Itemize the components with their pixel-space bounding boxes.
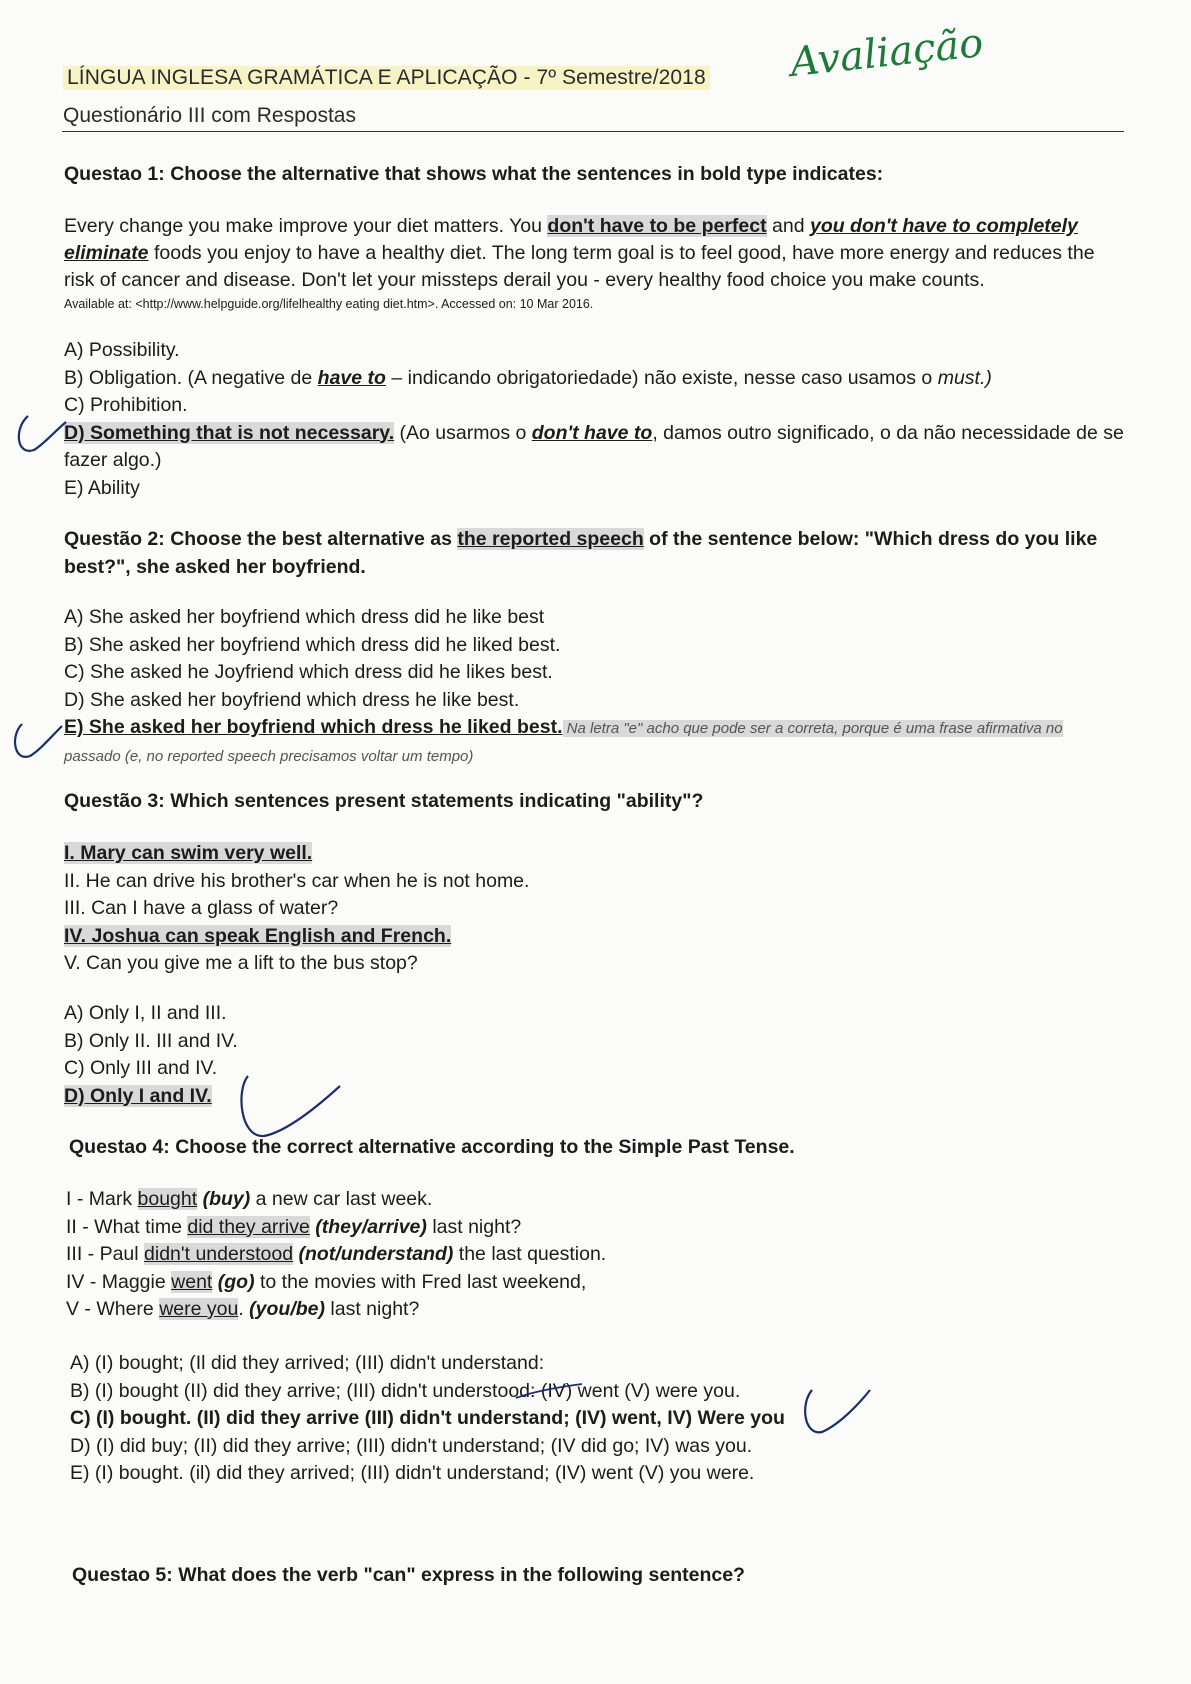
option-c: C) She asked he Joyfriend which dress did he likes best. xyxy=(64,661,553,683)
option-d: D) She asked her boyfriend which dress he like best. xyxy=(64,688,520,711)
option-e: E) Ability xyxy=(64,476,140,499)
option-c: C) Prohibition. xyxy=(64,394,188,416)
passage-bold-2: you don't have to completely eliminate xyxy=(64,215,1078,264)
statement-2: II. He can drive his brother's car when he is not home. xyxy=(64,869,530,892)
option-a: A) Possibility. xyxy=(64,339,180,361)
handwritten-note: Avaliação xyxy=(788,20,986,86)
statement-4: IV. Joshua can speak English and French. xyxy=(64,924,452,947)
passage-text: foods you enjoy to have a healthy diet. The long term goal is to feel good, have more energy and reduces the risk of cancer and disease. Don't let your missteps derail you - every healthy food choice you make counts. xyxy=(64,242,1095,291)
option-a: A) Only I, II and III. xyxy=(64,1002,227,1024)
option-c-answer: C) (I) bought. (II) did they arrive (III) didn't understand; (IV) went, IV) Were you xyxy=(70,1407,785,1429)
statement-1: I. Mary can swim very well. xyxy=(64,842,313,864)
question-1-options xyxy=(64,337,1124,502)
passage-source: Available at: <http://www.helpguide.org/lifelhealthy eating diet.htm>. Accessed on: 10 Mar 2016. xyxy=(64,297,594,311)
sentence-5: V - Where were you. (you/be) last night? xyxy=(66,1298,420,1320)
question-3-title: Questão 3: Which sentences present statements indicating "ability"? xyxy=(64,790,704,812)
sentence-4: IV - Maggie went (go) to the movies with Fred last weekend, xyxy=(66,1270,587,1293)
option-d: D) (I) did buy; (II) did they arrive; (III) didn't understand; (IV did go; IV) was you. xyxy=(70,1434,753,1457)
strikethrough-mark xyxy=(512,1382,592,1402)
checkmark-icon xyxy=(796,1384,876,1444)
answer-note-continued: passado (e, no reported speech precisamos voltar um tempo) xyxy=(64,747,474,765)
question-3-options xyxy=(64,1000,1124,1110)
passage-text: and xyxy=(766,215,810,237)
checkmark-icon xyxy=(6,716,66,766)
option-b: B) Only II. III and IV. xyxy=(64,1029,238,1052)
document-subtitle: Questionário III com Respostas xyxy=(63,104,356,127)
question-2-options xyxy=(64,604,1124,770)
question-4-sentences xyxy=(66,1186,1126,1324)
question-1-passage xyxy=(64,213,1124,294)
question-4-options xyxy=(70,1350,1130,1488)
option-b: B) (I) bought (II) did they arrive; (III) didn't understood: (IV) went (V) were you. xyxy=(70,1379,741,1402)
statement-3: III. Can I have a glass of water? xyxy=(64,897,339,919)
question-5-title: Questao 5: What does the verb "can" express in the following sentence? xyxy=(72,1564,745,1586)
option-b: B) Obligation. (A negative de have to – indicando obrigatoriedade) não existe, nesse caso usamos o must.) xyxy=(64,366,992,389)
passage-text: Every change you make improve your diet matters. You xyxy=(64,215,548,237)
header-divider xyxy=(62,131,1124,132)
question-1-title: Questao 1: Choose the alternative that shows what the sentences in bold type indicates: xyxy=(64,163,884,185)
option-d-answer: D) Something that is not necessary. (Ao usarmos o don't have to, damos outro significado, o da não necessidade de se fazer algo.) xyxy=(64,421,1124,471)
option-a: A) (I) bought; (Il did they arrived; (III) didn't understand: xyxy=(70,1352,545,1374)
sentence-3: III - Paul didn't understood (not/understand) the last question. xyxy=(66,1243,607,1265)
option-e: E) (I) bought. (il) did they arrived; (III) didn't understand; (IV) went (V) you were. xyxy=(70,1462,755,1484)
checkmark-icon xyxy=(10,410,70,460)
question-2-title: Questão 2: Choose the best alternative as the reported speech of the sentence below: "Which dress do you like best?", she asked her boyfriend. xyxy=(64,528,1098,578)
statement-5: V. Can you give me a lift to the bus stop? xyxy=(64,952,418,974)
checkmark-icon xyxy=(228,1070,348,1150)
course-title: LÍNGUA INGLESA GRAMÁTICA E APLICAÇÃO - 7º Semestre/2018 xyxy=(63,66,710,90)
option-d-answer: D) Only I and IV. xyxy=(64,1084,212,1107)
question-3 xyxy=(64,788,1124,816)
question-3-statements xyxy=(64,840,1124,978)
question-4-title: Questao 4: Choose the correct alternative according to the Simple Past Tense. xyxy=(69,1136,795,1158)
question-5 xyxy=(72,1562,1132,1590)
passage-bold-1: don't have to be perfect xyxy=(547,215,767,237)
option-b: B) She asked her boyfriend which dress did he liked best. xyxy=(64,633,561,656)
sentence-1: I - Mark bought (buy) a new car last week. xyxy=(66,1188,433,1210)
option-e-answer: E) She asked her boyfriend which dress he liked best. Na letra "e" acho que pode ser a correta, porque é uma frase afirmativa no xyxy=(64,716,1063,738)
question-1 xyxy=(64,161,1124,189)
answer-note: Na letra "e" acho que pode ser a correta, porque é uma frase afirmativa no xyxy=(562,720,1063,737)
option-a: A) She asked her boyfriend which dress did he like best xyxy=(64,606,545,628)
option-c: C) Only III and IV. xyxy=(64,1057,218,1079)
sentence-2: II - What time did they arrive (they/arrive) last night? xyxy=(66,1215,522,1238)
